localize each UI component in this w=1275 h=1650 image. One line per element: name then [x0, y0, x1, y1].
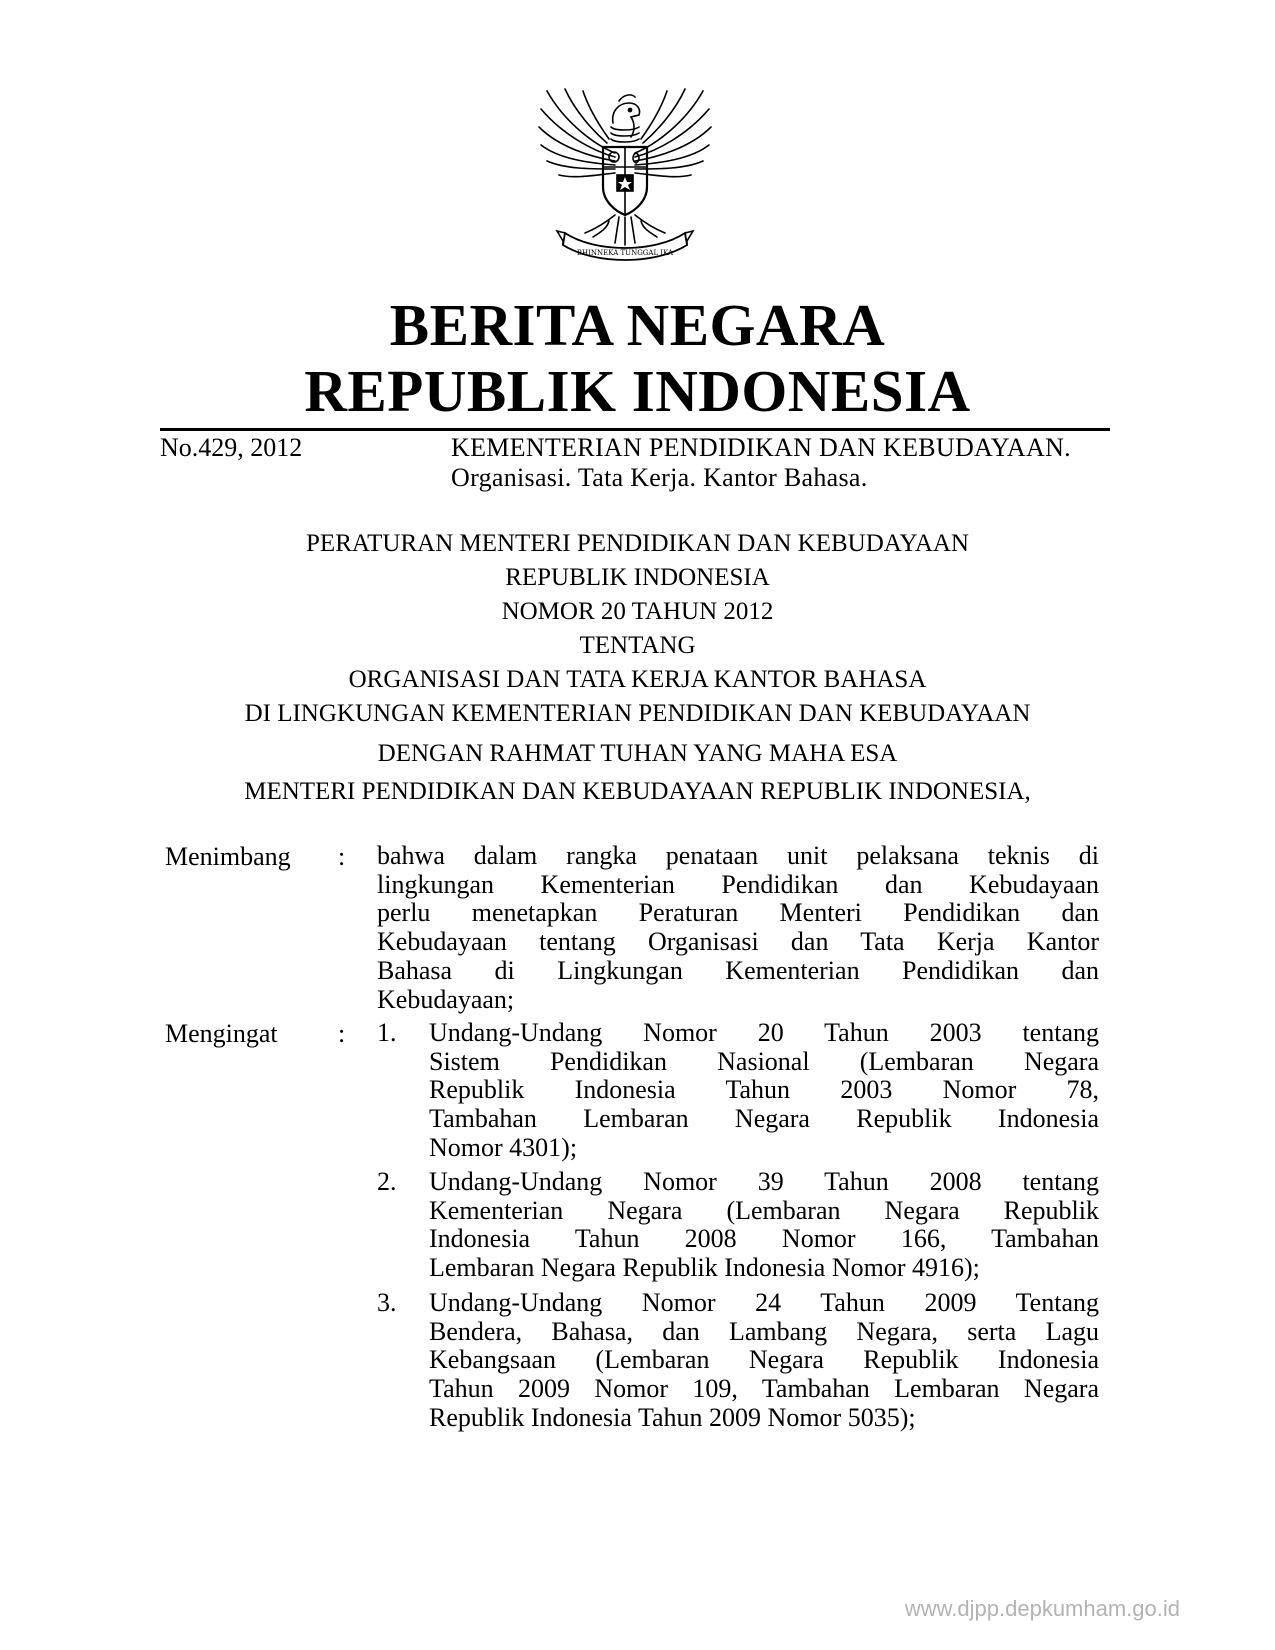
gazette-subject — [451, 433, 1071, 493]
item-number: 3. — [377, 1288, 397, 1317]
item-line: Republik Indonesia Tahun 2009 Nomor 5035); — [429, 1402, 916, 1432]
item-line: Kementerian Negara (Lembaran Negara Republik — [429, 1195, 1099, 1225]
item-number: 2. — [377, 1167, 397, 1196]
item-text — [429, 1168, 1099, 1283]
item-text — [429, 1289, 1099, 1433]
considering-line: Bahasa di Lingkungan Kementerian Pendidikan dan — [377, 955, 1099, 985]
regulation-title-line: REPUBLIK INDONESIA — [505, 564, 770, 591]
regulation-title-line: DI LINGKUNGAN KEMENTERIAN PENDIDIKAN DAN KEBUDAYAAN — [244, 700, 1031, 727]
masthead-title-line1: BERITA NEGARA — [389, 292, 886, 358]
considering-line: Kebudayaan; — [377, 984, 515, 1014]
item-number: 1. — [377, 1018, 397, 1047]
masthead-title-line2: REPUBLIK INDONESIA — [304, 358, 971, 424]
garuda-emblem — [535, 83, 715, 273]
item-line: Republik Indonesia Tahun 2003 Nomor 78, — [429, 1075, 1099, 1105]
considering-line: lingkungan Kementerian Pendidikan dan Kebudayaan — [377, 869, 1099, 899]
regulation-title — [0, 527, 1275, 731]
header-rule — [160, 428, 1110, 431]
item-line: Undang-Undang Nomor 24 Tahun 2009 Tentang — [429, 1288, 1099, 1317]
recalling-item-3 — [377, 1289, 1099, 1434]
subject-line-2: Organisasi. Tata Kerja. Kantor Bahasa. — [451, 463, 868, 492]
recalling-label: Mengingat — [165, 1019, 278, 1048]
considering-line: bahwa dalam rangka penataan unit pelaksana teknis di — [377, 841, 1099, 870]
considering-colon: : — [338, 842, 346, 871]
item-line: Lembaran Negara Republik Indonesia Nomor 4916); — [429, 1253, 980, 1283]
regulation-title-line: PERATURAN MENTERI PENDIDIKAN DAN KEBUDAYAAN — [306, 530, 969, 557]
considering-label: Menimbang — [165, 842, 291, 871]
subject-line-1: KEMENTERIAN PENDIDIKAN DAN KEBUDAYAAN. — [451, 433, 1071, 462]
item-text — [429, 1019, 1099, 1163]
item-line: Tambahan Lembaran Negara Republik Indonesia — [429, 1104, 1099, 1134]
recalling-item-1 — [377, 1019, 1099, 1164]
enactor: MENTERI PENDIDIKAN DAN KEBUDAYAAN REPUBLIK INDONESIA, — [244, 778, 1031, 805]
source-watermark: www.djpp.depkumham.go.id — [904, 1596, 1180, 1621]
item-line: Undang-Undang Nomor 39 Tahun 2008 tentang — [429, 1167, 1099, 1196]
svg-text:BHINNEKA TUNGGAL IKA: BHINNEKA TUNGGAL IKA — [576, 249, 674, 257]
considering-text — [377, 842, 1099, 1014]
recalling-item-2 — [377, 1168, 1099, 1288]
considering-line: Kebudayaan tentang Organisasi dan Tata Kerja Kantor — [377, 927, 1099, 957]
considering-line: perlu menetapkan Peraturan Menteri Pendidikan dan — [377, 898, 1099, 928]
invocation: DENGAN RAHMAT TUHAN YANG MAHA ESA — [377, 740, 898, 767]
recalling-colon: : — [338, 1019, 346, 1048]
item-line: Nomor 4301); — [429, 1132, 578, 1162]
item-line: Undang-Undang Nomor 20 Tahun 2003 tentang — [429, 1018, 1099, 1047]
regulation-title-line: NOMOR 20 TAHUN 2012 — [501, 598, 774, 625]
item-line: Indonesia Tahun 2008 Nomor 166, Tambahan — [429, 1224, 1099, 1254]
item-line: Sistem Pendidikan Nasional (Lembaran Negara — [429, 1046, 1099, 1076]
item-line: Kebangsaan (Lembaran Negara Republik Indonesia — [429, 1345, 1099, 1375]
item-line: Bendera, Bahasa, dan Lambang Negara, serta Lagu — [429, 1316, 1099, 1346]
regulation-title-line: ORGANISASI DAN TATA KERJA KANTOR BAHASA — [348, 666, 927, 693]
gazette-number: No.429, 2012 — [160, 433, 303, 462]
regulation-title-line: TENTANG — [579, 632, 696, 659]
item-line: Tahun 2009 Nomor 109, Tambahan Lembaran Negara — [429, 1374, 1099, 1404]
